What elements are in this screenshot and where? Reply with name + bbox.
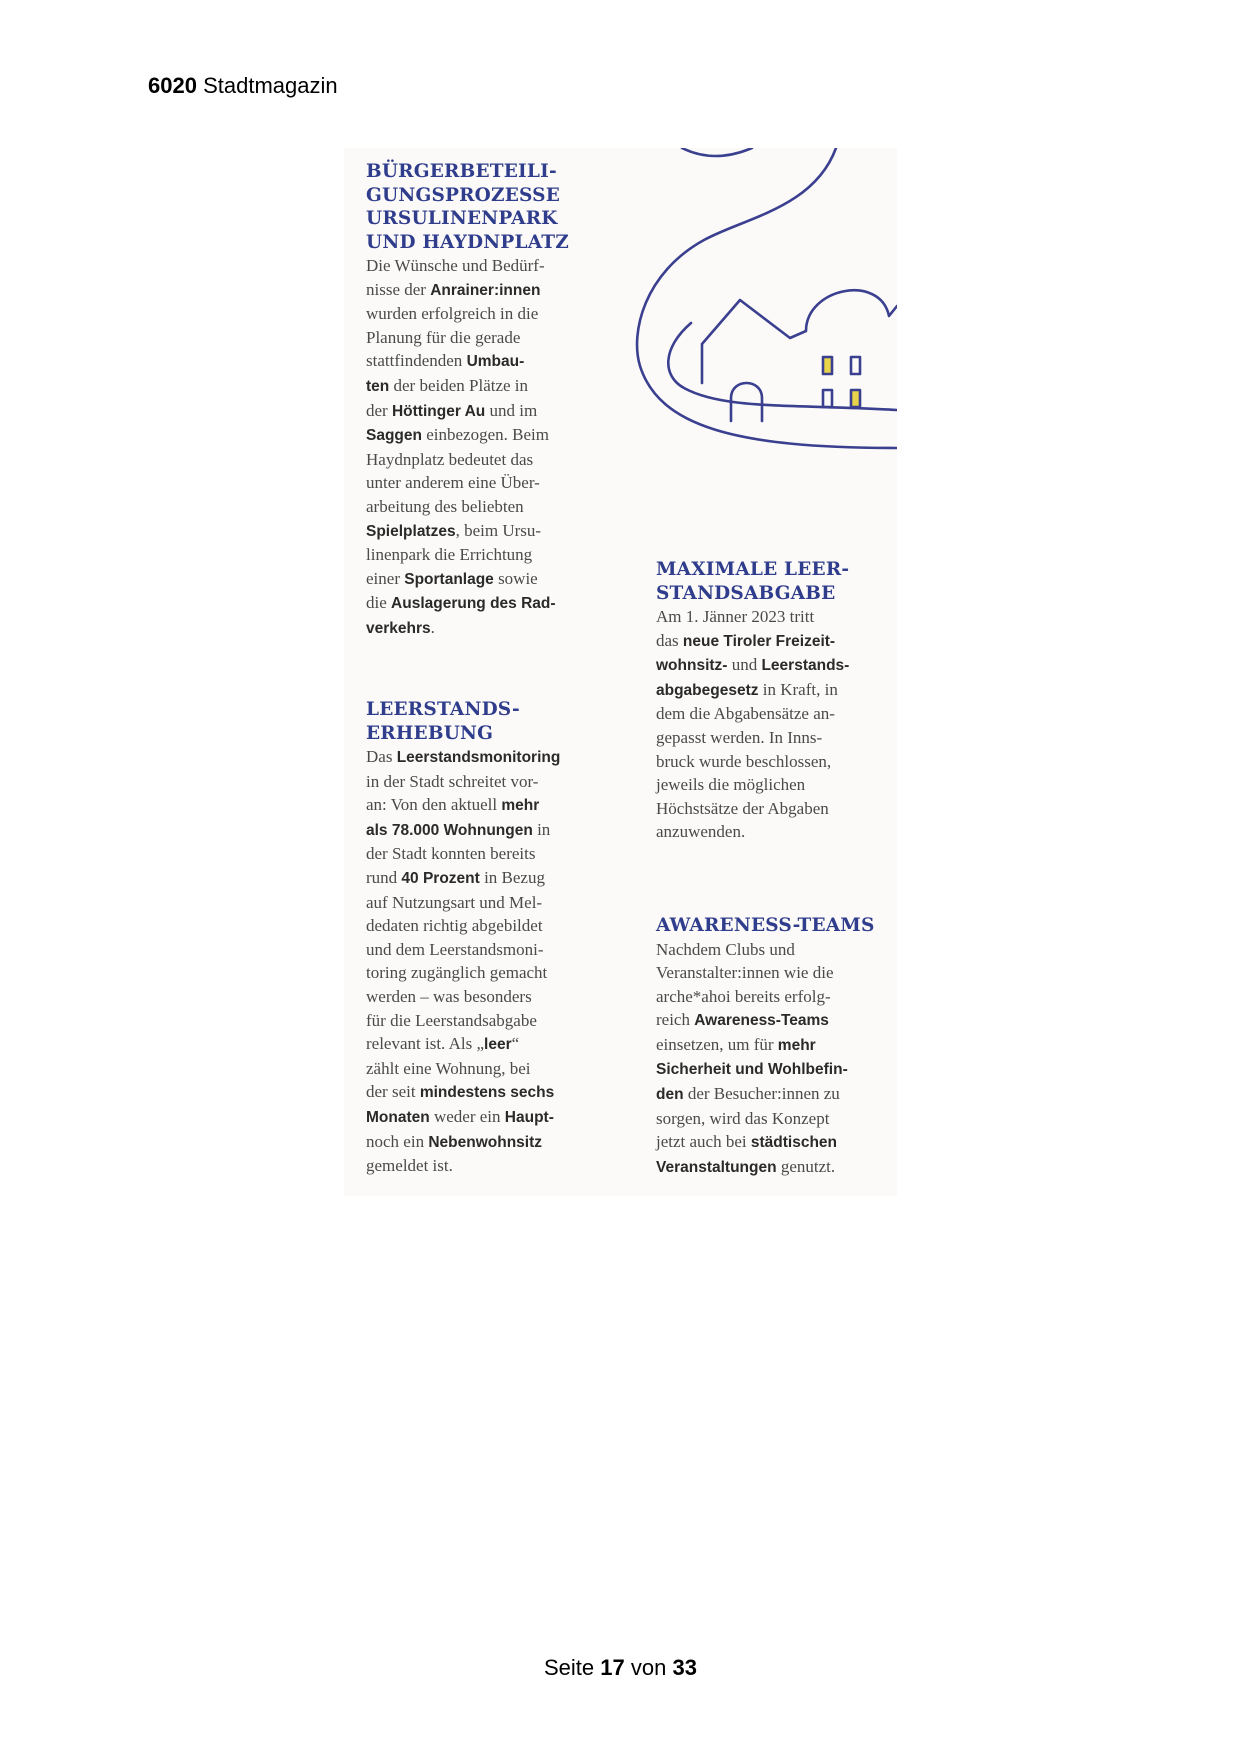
body-text: zählt eine Wohnung, bei xyxy=(366,1058,531,1078)
body-text: und dem Leerstandsmoni- xyxy=(366,939,544,959)
body-text: und im xyxy=(485,400,538,420)
heading-line: GUNGSPROZESSE xyxy=(366,184,561,206)
body-text: in der Stadt schreitet vor- xyxy=(366,771,539,791)
body-text: noch ein xyxy=(366,1131,429,1151)
emphasis-text: Spielplatzes xyxy=(366,522,456,540)
body-text: in Kraft, in xyxy=(758,679,838,699)
article-heading xyxy=(366,698,601,745)
body-text: einer xyxy=(366,568,405,588)
emphasis-text: abgabegesetz xyxy=(656,681,759,699)
window-3 xyxy=(823,390,832,407)
body-text: Höchstsätze der Abgaben xyxy=(656,798,829,818)
emphasis-text: als 78.000 Wohnungen xyxy=(366,821,533,839)
emphasis-text: Haupt- xyxy=(504,1108,554,1126)
emphasis-text: Leerstands- xyxy=(761,657,850,675)
road-curve-top xyxy=(682,148,752,156)
emphasis-text: mehr xyxy=(501,797,540,815)
emphasis-text: Umbau- xyxy=(466,353,525,371)
body-text: dedaten richtig abgebildet xyxy=(366,916,543,936)
emphasis-text: Höttinger Au xyxy=(391,402,486,420)
body-text: bruck wurde beschlossen, xyxy=(656,751,832,771)
article-body xyxy=(656,605,891,844)
article-body xyxy=(366,745,601,1178)
body-text: . xyxy=(430,617,435,637)
footer-total-pages: 33 xyxy=(672,1655,697,1680)
body-text: in xyxy=(532,819,551,839)
heading-line: LEERSTANDS- xyxy=(366,699,520,720)
body-text: einsetzen, um für xyxy=(656,1034,778,1054)
body-text: genutzt. xyxy=(776,1156,836,1176)
heading-line: BÜRGERBETEILI- xyxy=(366,161,557,182)
emphasis-text: städtischen xyxy=(750,1134,838,1152)
body-text: wurden erfolgreich in die xyxy=(366,304,539,324)
header-name: Stadtmagazin xyxy=(203,73,338,98)
body-text: reich xyxy=(656,1010,695,1030)
body-text: unter anderem eine Über- xyxy=(366,473,540,493)
body-text: dem die Abgabensätze an- xyxy=(656,704,835,724)
page-footer xyxy=(0,1654,1241,1682)
page-header xyxy=(148,72,338,100)
heading-line: STANDSABGABE xyxy=(656,582,836,604)
house-outline xyxy=(702,290,897,383)
emphasis-text: mehr xyxy=(777,1036,816,1054)
header-number: 6020 xyxy=(148,73,197,98)
body-text: Am 1. Jänner 2023 tritt xyxy=(656,607,815,626)
body-text: Haydnplatz bedeutet das xyxy=(366,449,534,469)
emphasis-text: wohnsitz- xyxy=(656,657,728,675)
emphasis-text: Saggen xyxy=(366,427,422,445)
emphasis-text: Sicherheit und Wohlbefin- xyxy=(656,1061,848,1079)
emphasis-text: den xyxy=(656,1086,684,1104)
body-text: Das xyxy=(366,747,397,766)
body-text: arbeitung des beliebten xyxy=(366,496,524,516)
article-leerstandsabgabe xyxy=(656,558,891,844)
body-text: sorgen, wird das Konzept xyxy=(656,1108,830,1128)
body-text: relevant ist. Als „ xyxy=(366,1034,485,1054)
article-heading xyxy=(656,558,891,605)
window-4 xyxy=(851,390,860,407)
window-2 xyxy=(851,357,860,374)
article-heading xyxy=(656,914,891,938)
body-text: und xyxy=(727,655,762,675)
body-text: stattfindenden xyxy=(366,351,467,371)
emphasis-text: Nebenwohnsitz xyxy=(428,1133,542,1151)
body-text: “ xyxy=(511,1034,520,1054)
body-text: Planung für die gerade xyxy=(366,327,521,347)
body-text: der Besucher:innen zu xyxy=(683,1084,840,1104)
body-text: werden – was besonders xyxy=(366,986,532,1006)
emphasis-text: Sportanlage xyxy=(404,570,494,588)
body-text: , beim Ursu- xyxy=(455,520,542,540)
body-text: Veranstalter:innen wie die xyxy=(656,963,834,983)
article-buergerbeteiligung xyxy=(366,160,601,641)
body-text: rund xyxy=(366,867,402,887)
heading-line: UND HAYDNPLATZ xyxy=(366,231,569,253)
body-text: Die Wünsche und Bedürf- xyxy=(366,256,545,275)
footer-current-page: 17 xyxy=(600,1655,625,1680)
body-text: in Bezug xyxy=(479,867,545,887)
body-text: der beiden Plätze in xyxy=(389,375,529,395)
heading-line: ERHEBUNG xyxy=(366,722,494,744)
emphasis-text: verkehrs xyxy=(366,619,431,637)
body-text: sowie xyxy=(493,568,538,588)
body-text: linenpark die Errichtung xyxy=(366,545,533,565)
article-body xyxy=(366,254,601,641)
magazine-clipping xyxy=(344,148,897,1196)
body-text: für die Leerstandsabgabe xyxy=(366,1010,537,1030)
emphasis-text: 40 Prozent xyxy=(401,869,480,887)
body-text: arche*ahoi bereits erfolg- xyxy=(656,986,831,1006)
body-text: Nachdem Clubs und xyxy=(656,939,795,959)
article-awareness-teams xyxy=(656,914,891,1179)
footer-middle: von xyxy=(630,1655,667,1680)
heading-line: URSULINENPARK xyxy=(366,208,558,229)
article-heading xyxy=(366,160,601,254)
emphasis-text: neue Tiroler Freizeit- xyxy=(682,632,836,650)
body-text: gemeldet ist. xyxy=(366,1156,453,1176)
footer-prefix: Seite xyxy=(544,1655,595,1680)
body-text: anzuwenden. xyxy=(656,822,746,842)
body-text: jetzt auch bei xyxy=(656,1132,751,1152)
emphasis-text: Awareness-Teams xyxy=(694,1012,829,1030)
heading-line: AWARENESS-TEAMS xyxy=(656,915,875,936)
body-text: der seit xyxy=(366,1082,420,1102)
body-text: gepasst werden. In Inns- xyxy=(656,727,823,747)
body-text: weder ein xyxy=(429,1106,505,1126)
emphasis-text: Leerstandsmonitoring xyxy=(396,749,561,766)
emphasis-text: Auslagerung des Rad- xyxy=(391,595,556,613)
body-text: die xyxy=(366,593,392,613)
emphasis-text: Anrainer:innen xyxy=(430,281,541,299)
body-text: der Stadt konnten bereits xyxy=(366,844,536,864)
body-text: jeweils die möglichen xyxy=(656,775,806,795)
body-text: einbezogen. Beim xyxy=(421,425,549,445)
body-text: toring zugänglich gemacht xyxy=(366,963,548,983)
emphasis-text: ten xyxy=(366,377,390,395)
emphasis-text: Monaten xyxy=(366,1108,430,1126)
window-1 xyxy=(823,357,832,374)
emphasis-text: Veranstaltungen xyxy=(656,1158,777,1176)
heading-line: MAXIMALE LEER- xyxy=(656,559,850,580)
body-text: an: Von den aktuell xyxy=(366,795,502,815)
article-body xyxy=(656,938,891,1180)
body-text: der xyxy=(366,400,392,420)
body-text: nisse der xyxy=(366,279,431,299)
body-text: das xyxy=(656,630,683,650)
body-text: auf Nutzungsart und Mel- xyxy=(366,892,543,912)
emphasis-text: leer xyxy=(484,1036,512,1054)
article-leerstandserhebung xyxy=(366,698,601,1178)
emphasis-text: mindestens sechs xyxy=(419,1084,555,1102)
